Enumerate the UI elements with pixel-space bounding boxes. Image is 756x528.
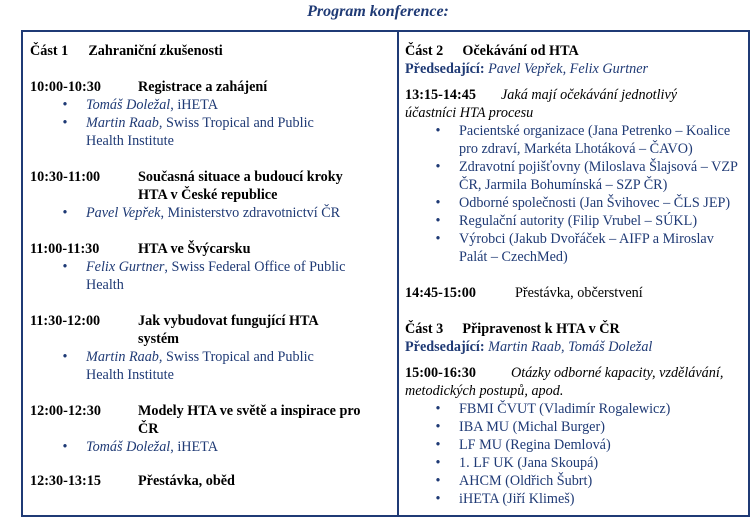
section-2-title: Očekávání od HTA — [462, 43, 579, 59]
speaker-name: Pavel Vepřek — [86, 205, 161, 221]
block-title: Přestávka, oběd — [138, 473, 235, 489]
section-3-header — [405, 320, 620, 338]
list-item — [435, 436, 741, 454]
chair-label: Předsedající: — [405, 61, 485, 77]
speaker-name: Martin Raab — [86, 115, 159, 131]
speaker-name: Felix Gurtner — [86, 259, 165, 275]
bullet-icon: • — [62, 97, 68, 113]
section-2-chairs — [405, 60, 648, 78]
list-item-text: 1. LF UK (Jana Skoupá) — [459, 455, 599, 471]
chair-label: Předsedající: — [405, 339, 485, 355]
list-item — [435, 122, 741, 158]
list-item — [435, 472, 741, 490]
speaker-item — [62, 114, 336, 150]
list-item-text: Pacientské organizace (Jana Petrenko – Koalice pro zdraví, Markéta Lhotáková – ČAVO) — [459, 123, 731, 157]
speaker-item — [62, 348, 336, 384]
list-item — [435, 418, 741, 436]
session-time: 13:15-14:45 — [405, 87, 476, 103]
list-item-text: IBA MU (Michal Burger) — [459, 419, 605, 435]
section-2-header — [405, 42, 579, 60]
list-item — [435, 230, 741, 266]
list-item — [435, 212, 741, 230]
bullet-icon: • — [435, 455, 441, 471]
block-title: Registrace a zahájení — [138, 79, 268, 95]
speaker-affiliation: , Ministerstvo zdravotnictví ČR — [160, 205, 341, 221]
bullet-icon: • — [62, 205, 68, 221]
speaker-item — [62, 204, 376, 222]
section-3-title: Připravenost k HTA v ČR — [462, 321, 620, 337]
block-time: 12:00-12:30 — [30, 403, 101, 419]
break-label: Přestávka, občerstvení — [515, 285, 643, 301]
chair-names: Pavel Vepřek, Felix Gurtner — [488, 61, 649, 77]
bullet-icon: • — [435, 195, 441, 211]
block-title: Jak vybudovat fungující HTA systém — [138, 313, 318, 347]
speaker-item — [62, 96, 336, 114]
speaker-affiliation: , iHETA — [170, 97, 218, 113]
section-3-chairs — [405, 338, 652, 356]
speaker-item — [62, 438, 336, 456]
bullet-icon: • — [62, 439, 68, 455]
bullet-icon: • — [435, 437, 441, 453]
section-1-title: Zahraniční zkušenosti — [88, 43, 223, 59]
speaker-name: Martin Raab — [86, 349, 159, 365]
block-time: 10:00-10:30 — [30, 79, 101, 95]
list-item-text: Regulační autority (Filip Vrubel – SÚKL) — [459, 213, 698, 229]
list-item-text: Výrobci (Jakub Dvořáček – AIFP a Miroslav Palát – CzechMed) — [459, 231, 714, 265]
list-item — [435, 194, 741, 212]
section-1-label: Část 1 — [30, 43, 69, 59]
session-time: 15:00-16:30 — [405, 365, 476, 381]
section-2-label: Část 2 — [405, 43, 444, 59]
list-item-text: iHETA (Jiří Klimeš) — [459, 491, 575, 507]
session-topic: Otázky odborné kapacity, vzdělávání, metodických postupů, apod. — [405, 365, 724, 399]
list-item-text: AHCM (Oldřich Šubrt) — [459, 473, 593, 489]
speaker-affiliation: , Swiss Tropical and Public Health Institute — [86, 349, 314, 383]
bullet-icon: • — [62, 115, 68, 131]
bullet-icon: • — [435, 159, 441, 175]
section-3-label: Část 3 — [405, 321, 444, 337]
column-divider — [397, 32, 399, 515]
block-title: Modely HTA ve světě a inspirace pro ČR — [138, 403, 361, 437]
section-1-header — [30, 42, 223, 60]
block-title: Současná situace a budoucí kroky HTA v České republice — [138, 169, 343, 203]
speaker-affiliation: , Swiss Federal Office of Public Health — [86, 259, 346, 293]
bullet-icon: • — [435, 123, 441, 139]
list-item-text: Odborné společnosti (Jan Švihovec – ČLS JEP) — [459, 195, 731, 211]
bullet-icon: • — [435, 401, 441, 417]
list-item-text: LF MU (Regina Demlová) — [459, 437, 611, 453]
list-item-text: Zdravotní pojišťovny (Miloslava Šlajsová – VZP ČR, Jarmila Bohumínská – SZP ČR) — [459, 159, 738, 193]
bullet-icon: • — [435, 213, 441, 229]
bullet-icon: • — [435, 491, 441, 507]
list-item — [435, 400, 741, 418]
list-item-text: FBMI ČVUT (Vladimír Rogalewicz) — [459, 401, 671, 417]
program-table — [21, 30, 750, 517]
block-time: 12:30-13:15 — [30, 473, 101, 489]
session-topic: Jaká mají očekávání jednotlivý účastníci HTA procesu — [405, 87, 678, 121]
bullet-icon: • — [62, 349, 68, 365]
block-title: HTA ve Švýcarsku — [138, 241, 251, 257]
speaker-name: Tomáš Doležal — [86, 439, 171, 455]
speaker-affiliation: , Swiss Tropical and Public Health Institute — [86, 115, 314, 149]
speaker-item — [62, 258, 376, 294]
speaker-affiliation: , iHETA — [170, 439, 218, 455]
bullet-icon: • — [435, 419, 441, 435]
bullet-icon: • — [62, 259, 68, 275]
block-time: 10:30-11:00 — [30, 169, 101, 185]
bullet-icon: • — [435, 473, 441, 489]
list-item — [435, 454, 741, 472]
speaker-name: Tomáš Doležal — [86, 97, 171, 113]
break-time: 14:45-15:00 — [405, 285, 476, 301]
bullet-icon: • — [435, 231, 441, 247]
list-item — [435, 490, 741, 508]
list-item — [435, 158, 741, 194]
program-title: Program konference: — [307, 3, 449, 20]
chair-names: Martin Raab, Tomáš Doležal — [488, 339, 653, 355]
block-time: 11:30-12:00 — [30, 313, 101, 329]
block-time: 11:00-11:30 — [30, 241, 100, 257]
